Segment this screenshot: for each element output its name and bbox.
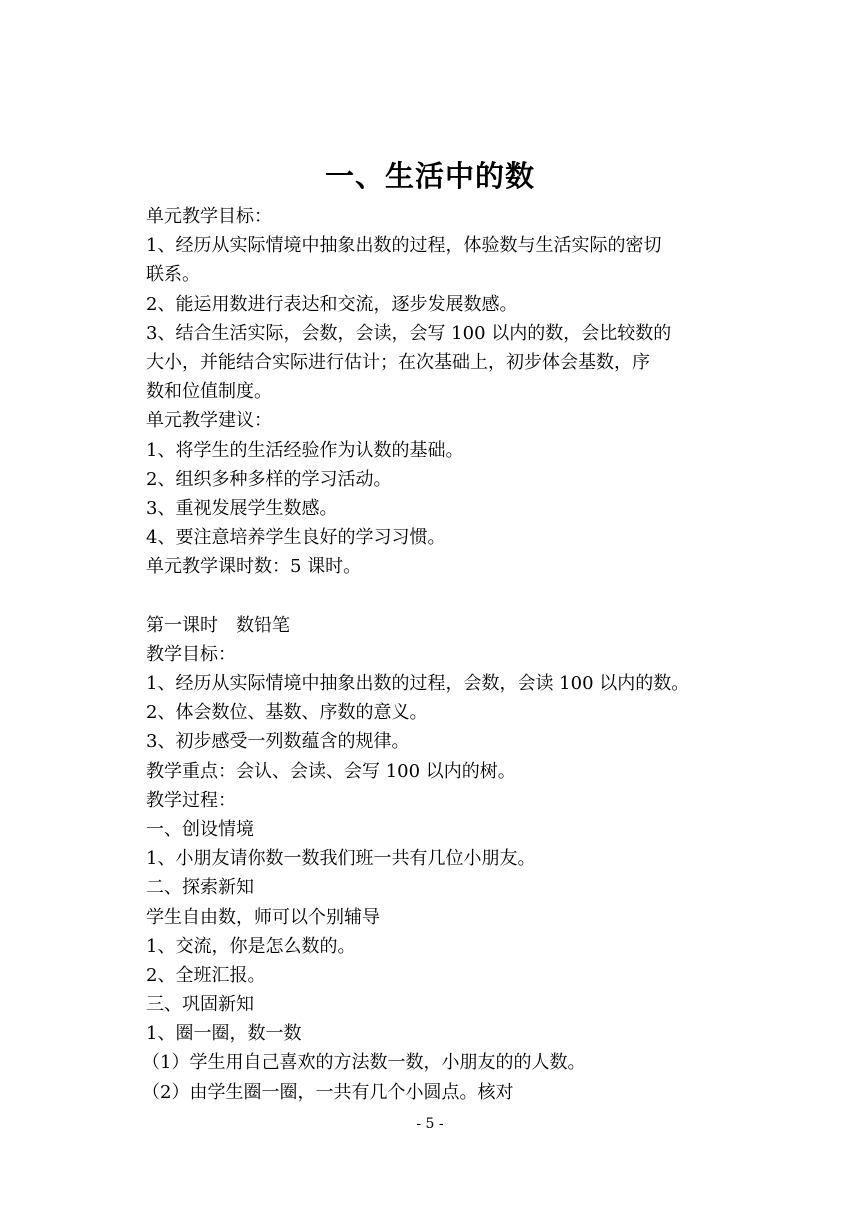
lesson-goal-3: 3、初步感受一列数蕴含的规律。 <box>146 731 410 753</box>
process-step-1-heading: 一、创设情境 <box>146 818 254 840</box>
goal-item-3: 3、结合生活实际，会数，会读，会写 100 以内的数，会比较数的 <box>146 322 672 344</box>
process-step-2-heading: 二、探索新知 <box>146 877 254 899</box>
process-step-3-subitem-2: （2）由学生圈一圈，一共有几个小圆点。核对 <box>142 1081 514 1103</box>
lesson-heading: 第一课时 数铅笔 <box>146 614 290 636</box>
lesson-goal-1: 1、经历从实际情境中抽象出数的过程，会数，会读 100 以内的数。 <box>146 673 690 694</box>
goal-item-1-continued: 联系。 <box>146 264 200 286</box>
section-heading-unit-suggestions: 单元教学建议： <box>146 410 272 432</box>
process-step-1-item-1: 1、小朋友请你数一数我们班一共有几位小朋友。 <box>146 848 536 870</box>
goal-item-3-continued: 大小，并能结合实际进行估计；在次基础上，初步体会基数，序 <box>146 351 650 373</box>
section-heading-unit-goals: 单元教学目标： <box>146 206 272 227</box>
lesson-key-point: 教学重点：会认、会读、会写 100 以内的树。 <box>146 760 516 782</box>
suggestion-item-3: 3、重视发展学生数感。 <box>146 497 338 519</box>
process-step-3-subitem-1: （1）学生用自己喜欢的方法数一数，小朋友的的人数。 <box>142 1052 586 1074</box>
lesson-goal-2: 2、体会数位、基数、序数的意义。 <box>146 702 428 724</box>
process-step-2-item-1: 1、交流，你是怎么数的。 <box>146 935 356 957</box>
section-heading-process: 教学过程： <box>146 789 236 811</box>
process-step-2-note: 学生自由数，师可以个别辅导 <box>146 906 380 928</box>
suggestion-item-1: 1、将学生的生活经验作为认数的基础。 <box>146 439 464 461</box>
page-title: 一、生活中的数 <box>324 159 535 193</box>
document-body <box>142 202 724 1107</box>
process-step-3-heading: 三、巩固新知 <box>146 994 254 1016</box>
goal-item-1: 1、经历从实际情境中抽象出数的过程，体验数与生活实际的密切 <box>146 235 662 257</box>
process-step-3-item-1: 1、圈一圈，数一数 <box>146 1023 302 1045</box>
suggestion-item-2: 2、组织多种多样的学习活动。 <box>146 468 392 490</box>
page-number: - 5 - <box>416 1116 444 1132</box>
blank-line <box>146 581 724 610</box>
goal-item-3-continued-2: 数和位值制度。 <box>146 381 272 403</box>
process-step-2-item-2: 2、全班汇报。 <box>146 964 266 986</box>
suggestion-item-4: 4、要注意培养学生良好的学习习惯。 <box>146 527 446 549</box>
unit-lesson-count: 单元教学课时数：5 课时。 <box>146 556 362 578</box>
goal-item-2: 2、能运用数进行表达和交流，逐步发展数感。 <box>146 293 518 315</box>
section-heading-lesson-goals: 教学目标： <box>146 643 236 665</box>
